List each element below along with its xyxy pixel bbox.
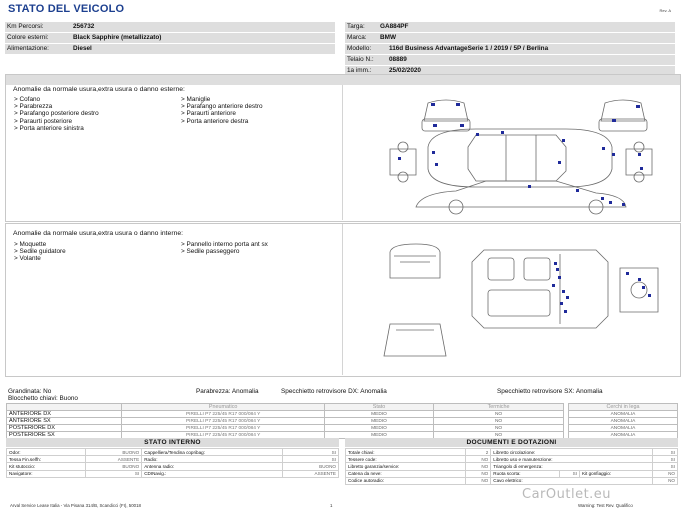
tyre-position: ANTERIORE SX xyxy=(7,418,122,425)
tyres-header-empty xyxy=(7,404,122,411)
tyre-model: PIRELLI P7 225/45 R17 000/084 Y xyxy=(122,418,325,425)
documenti-table xyxy=(345,448,678,485)
summary-specchietto-sx: Specchietto retrovisore SX: Anomalia xyxy=(497,388,603,395)
rim-state: ANOMALIA xyxy=(569,411,678,418)
section-divider xyxy=(342,224,343,375)
summary-specchietto-dx: Specchietto retrovisore DX: Anomalia xyxy=(281,388,387,395)
tyre-state: MEDIO xyxy=(324,432,433,439)
kv-label: Libretto circolazione: xyxy=(491,449,652,456)
revision-label: Rev. A xyxy=(659,8,671,13)
tyres-header: Pneumatico xyxy=(122,404,325,411)
table-row xyxy=(7,418,564,425)
info-value: 08889 xyxy=(389,56,407,63)
kv-label: Kit stutoccio: xyxy=(7,463,86,470)
tyre-winter: NO xyxy=(434,425,564,432)
table-row xyxy=(7,411,564,418)
exterior-item: > Cofano xyxy=(14,96,41,103)
kv-label: Navigatore: xyxy=(7,470,86,477)
exterior-item: > Paraurti anteriore xyxy=(181,110,236,118)
info-value: Diesel xyxy=(73,45,92,52)
info-label: Alimentazione: xyxy=(7,45,49,52)
exterior-list-col1 xyxy=(14,96,99,132)
tyre-position: ANTERIORE DX xyxy=(7,411,122,418)
info-targa xyxy=(345,22,675,32)
kv-value: NO xyxy=(465,477,490,484)
interior-list-col1 xyxy=(14,241,66,263)
kv-value: NO xyxy=(465,463,490,470)
table-row xyxy=(346,449,678,456)
table-row xyxy=(7,425,564,432)
car-top-view xyxy=(428,129,612,187)
table-row xyxy=(7,449,339,456)
kv-value: NO xyxy=(465,456,490,463)
tyre-model: PIRELLI P7 225/45 R17 000/084 Y xyxy=(122,411,325,418)
car-left-side xyxy=(390,149,416,175)
info-value: 256732 xyxy=(73,23,95,30)
rear-cabin-view xyxy=(384,324,446,356)
interior-list-col2 xyxy=(181,241,268,255)
kv-value: SI xyxy=(652,449,677,456)
tyres-header-row xyxy=(7,404,564,411)
info-value: BMW xyxy=(380,34,396,41)
info-colore xyxy=(5,33,335,43)
table-row xyxy=(7,463,339,470)
exterior-list-col2 xyxy=(181,96,263,125)
kv-value: SI xyxy=(560,470,580,477)
info-value: 116d Business AdvantageSerie 1 / 2019 / 5P / Berlina xyxy=(389,45,549,52)
rims-header-row xyxy=(569,404,678,411)
table-row xyxy=(346,477,678,484)
table-row xyxy=(346,463,678,470)
kv-label: Cappelliera/Tendina copribag: xyxy=(142,449,282,456)
table-row xyxy=(7,470,339,477)
rim-state: ANOMALIA xyxy=(569,425,678,432)
car-front-view xyxy=(424,100,468,121)
kv-label: Ruota scorta: xyxy=(491,470,560,477)
kv-label: Odor: xyxy=(7,449,86,456)
info-marca xyxy=(345,33,675,43)
tyres-header: Stato xyxy=(324,404,433,411)
table-row xyxy=(346,456,678,463)
tyre-model: PIRELLI P7 225/45 R17 000/084 Y xyxy=(122,432,325,439)
summary-parabrezza: Parabrezza: Anomalia xyxy=(196,388,259,395)
kv-label: Catena da neve: xyxy=(346,470,466,477)
kv-label: Kit gonfiaggio: xyxy=(579,470,652,477)
info-telaio xyxy=(345,55,675,65)
interior-damage-section xyxy=(5,223,681,377)
info-value: GA884PF xyxy=(380,23,409,30)
kv-label: Tessa Fin.selfh: xyxy=(7,456,86,463)
tyre-position: POSTERIORE DX xyxy=(7,425,122,432)
exterior-item: > Parabrezza xyxy=(14,103,53,111)
kv-label: Codice autoradio: xyxy=(346,477,466,484)
tyre-position: POSTERIORE SX xyxy=(7,432,122,439)
info-value: 25/02/2020 xyxy=(389,67,421,74)
kv-label: Libretto uso e manutenzione: xyxy=(491,456,652,463)
dashboard-view xyxy=(390,244,440,278)
kv-value: BUONO xyxy=(85,463,141,470)
info-label: 1a imm.: xyxy=(347,67,372,74)
interior-title: Anomalie da normale usura,extra usura o danno interne: xyxy=(13,230,184,237)
tyre-winter: NO xyxy=(434,411,564,418)
info-km xyxy=(5,22,335,32)
kv-value: BUONO xyxy=(282,463,338,470)
tyre-state: MEDIO xyxy=(324,418,433,425)
table-row xyxy=(346,470,678,477)
info-label: Telaio N.: xyxy=(347,56,374,63)
interior-item: > Sedile passeggero xyxy=(181,248,240,256)
interior-item: > Moquette xyxy=(14,241,47,248)
kv-label: Antenna radio: xyxy=(142,463,282,470)
kv-value: NO xyxy=(465,470,490,477)
door-panel-view xyxy=(620,268,658,312)
exterior-damage-section xyxy=(5,74,681,222)
info-label: Targa: xyxy=(347,23,365,30)
kv-value: ASSENTE xyxy=(282,470,338,477)
car-side-profile xyxy=(416,181,626,207)
kv-label: Radio: xyxy=(142,456,282,463)
exterior-item: > Porta anteriore sinistra xyxy=(14,124,84,132)
kv-label: CDINavig.: xyxy=(142,470,282,477)
interior-car-diagram xyxy=(376,238,666,366)
kv-value: SI xyxy=(652,456,677,463)
kv-label: Triangolo di emergenza: xyxy=(491,463,652,470)
info-modello xyxy=(345,44,675,54)
kv-value: 2 xyxy=(465,449,490,456)
info-label: Km Percorsi: xyxy=(7,23,44,30)
rim-state: ANOMALIA xyxy=(569,432,678,439)
kv-value: SI xyxy=(282,456,338,463)
exterior-title: Anomalie da normale usura,extra usura o danno esterne: xyxy=(13,86,185,93)
footer-right: Warning: Test Rev. Qualifico xyxy=(578,503,633,508)
car-rear-view xyxy=(601,100,645,121)
exterior-item: > Parafango posteriore destro xyxy=(14,110,99,118)
exterior-item: > Parafango anteriore destro xyxy=(181,103,263,111)
rim-state: ANOMALIA xyxy=(569,418,678,425)
tyre-model: PIRELLI P7 225/45 R17 000/084 Y xyxy=(122,425,325,432)
kv-label: Tessere code: xyxy=(346,456,466,463)
rims-table xyxy=(568,403,678,439)
kv-value: NO xyxy=(652,470,677,477)
stato-interno-header: STATO INTERNO xyxy=(6,438,339,447)
kv-value: SI xyxy=(282,449,338,456)
kv-label: Totale chiavi: xyxy=(346,449,466,456)
kv-value: BUONO xyxy=(85,449,141,456)
tyres-header: Termiche xyxy=(434,404,564,411)
interior-item: > Volante xyxy=(14,255,41,263)
documenti-header: DOCUMENTI E DOTAZIONI xyxy=(345,438,678,447)
info-alimentazione xyxy=(5,44,335,54)
page-title: STATO DEL VEICOLO xyxy=(8,3,125,15)
footer-page: 1 xyxy=(330,503,333,508)
tyre-state: MEDIO xyxy=(324,411,433,418)
kv-value: NO xyxy=(652,477,677,484)
info-label: Colore esterni: xyxy=(7,34,49,41)
exterior-car-diagram xyxy=(376,89,666,217)
stato-interno-table xyxy=(6,448,339,478)
kv-label: Libretto garanzia/service: xyxy=(346,463,466,470)
exterior-item: > Porta anteriore destra xyxy=(181,117,249,125)
exterior-item: > Paraurti posteriore xyxy=(14,117,73,125)
kv-value: SI xyxy=(85,470,141,477)
kv-value: ASSENTE xyxy=(85,456,141,463)
tyres-table xyxy=(6,403,564,439)
rims-header: Cerchi in lega xyxy=(569,404,678,411)
watermark-logo: CarOutlet.eu xyxy=(522,487,612,502)
car-right-side xyxy=(626,149,652,175)
interior-item: > Sedile guidatore xyxy=(14,248,66,256)
interior-item: > Pannello interno porta ant sx xyxy=(181,241,268,248)
section-header-bar xyxy=(6,75,680,85)
info-value: Black Sapphire (metallizzato) xyxy=(73,34,162,41)
exterior-item: > Maniglie xyxy=(181,96,211,103)
footer-company: Arval Service Lease Italia - Via Pisana 314/B, Scandicci (FI), 50018 xyxy=(10,503,141,508)
info-label: Modello: xyxy=(347,45,372,52)
tyre-state: MEDIO xyxy=(324,425,433,432)
tyre-winter: NO xyxy=(434,418,564,425)
tyre-winter: NO xyxy=(434,432,564,439)
table-row xyxy=(569,411,678,418)
summary-blocchetto: Blocchetto chiavi: Buono xyxy=(8,395,78,402)
table-row xyxy=(569,425,678,432)
table-row xyxy=(569,418,678,425)
info-label: Marca: xyxy=(347,34,367,41)
table-row xyxy=(7,456,339,463)
section-divider xyxy=(342,85,343,220)
kv-value: SI xyxy=(652,463,677,470)
kv-label: Cavo elettrico: xyxy=(491,477,652,484)
summary-grandinata: Grandinata: No xyxy=(8,388,52,395)
